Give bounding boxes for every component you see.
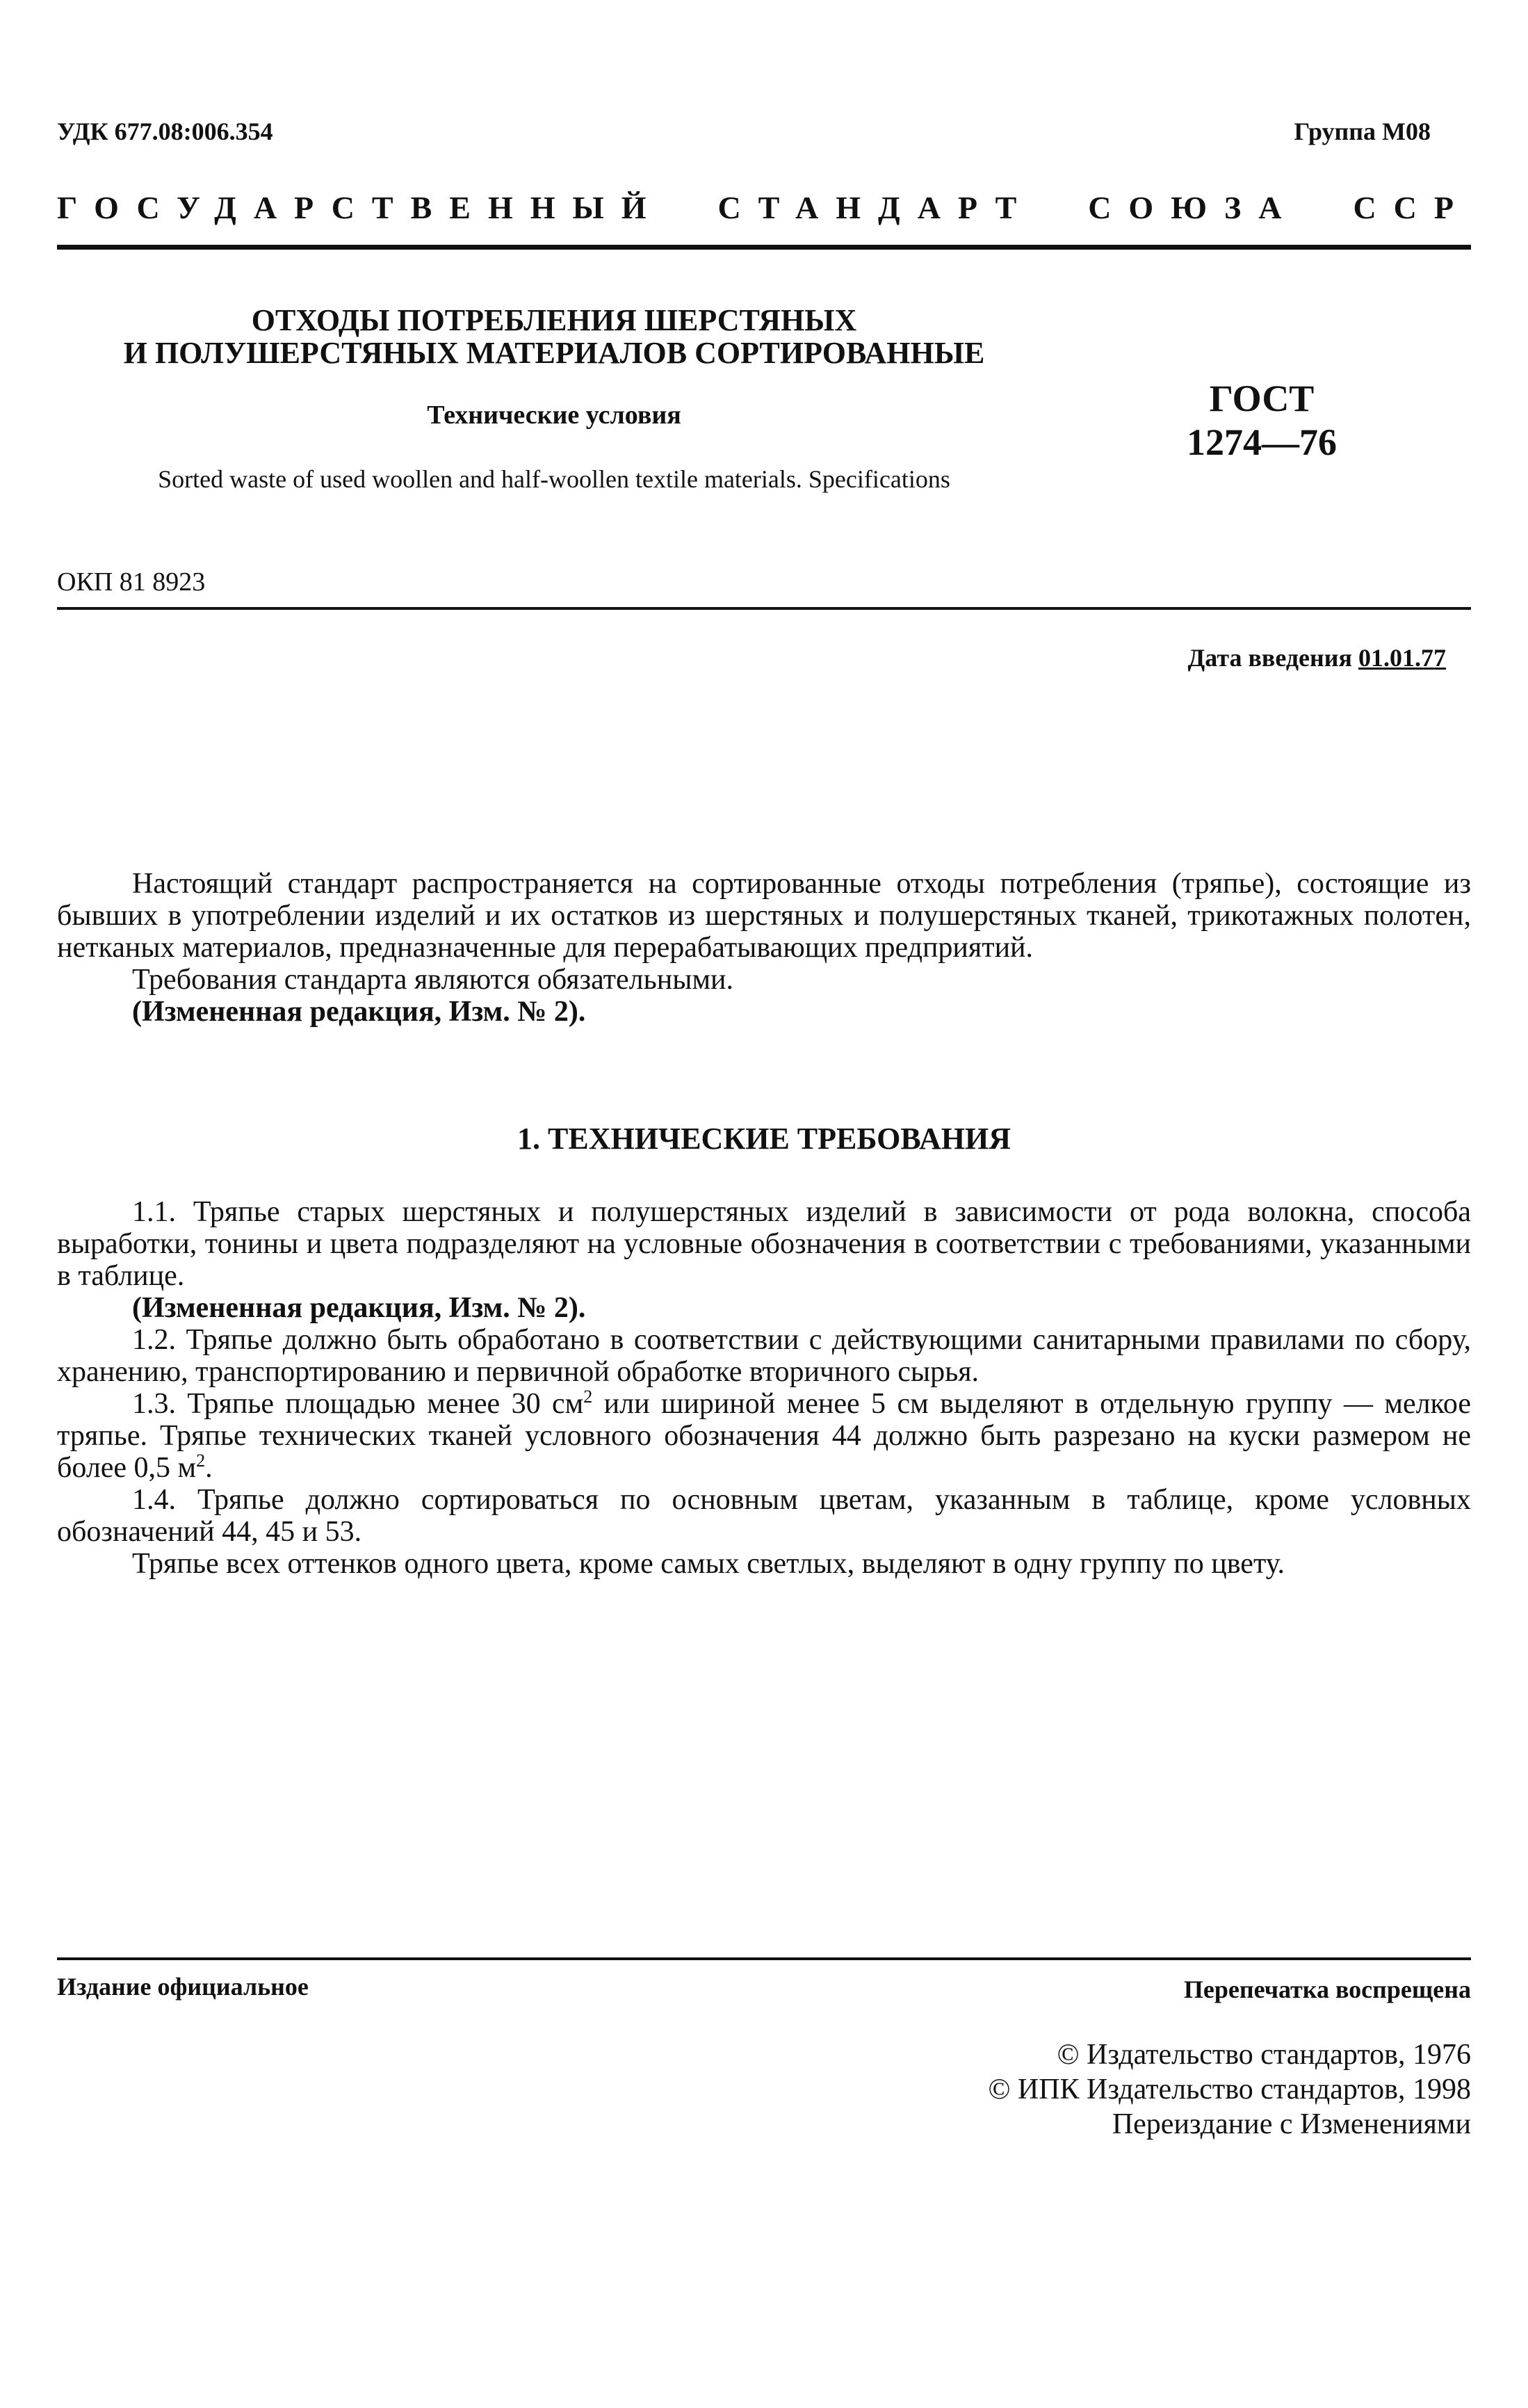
udk-code: УДК 677.08:006.354 bbox=[57, 118, 273, 145]
superscript: 2 bbox=[583, 1387, 593, 1407]
section-heading: 1. ТЕХНИЧЕСКИЕ ТРЕБОВАНИЯ bbox=[517, 1122, 1011, 1156]
clause-1-3-text: или шириной менее 5 см выделяют в отдельную группу — мелкое тряпье. Тряпье технических тканей условного обозначения 44 должно быть разрезано на куски размером не более 0,5 м bbox=[57, 1388, 1471, 1484]
introduction-date bbox=[1188, 643, 1447, 672]
section-body bbox=[57, 1196, 1471, 1580]
intro-paragraph: Настоящий стандарт распространяется на сортированные отходы потребления (тряпье), состоящие из бывших в употреблении изделий и их остатков из шерстяных и полушерстяных тканей, трикотажных полотен, нетканых материалов, предназначенные для перерабатывающих предприятий. bbox=[57, 868, 1471, 964]
clause-1-4-continued: Тряпье всех оттенков одного цвета, кроме самых светлых, выделяют в одну группу по цвету. bbox=[132, 1548, 1285, 1580]
group-code: Группа М08 bbox=[1294, 118, 1431, 145]
copyright-block bbox=[988, 2037, 1471, 2142]
amendment-note: (Измененная редакция, Изм. № 2). bbox=[132, 1292, 586, 1324]
introduction-date-value: 01.01.77 bbox=[1358, 644, 1446, 672]
title-line-2: И ПОЛУШЕРСТЯНЫХ МАТЕРИАЛОВ СОРТИРОВАННЫЕ bbox=[123, 336, 985, 370]
copyright-line: © Издательство стандартов, 1976 bbox=[1057, 2039, 1471, 2071]
banner-rule bbox=[57, 245, 1471, 250]
okp-code: ОКП 81 8923 bbox=[57, 567, 206, 597]
introduction-date-label: Дата введения bbox=[1187, 644, 1352, 672]
clause-1-3-text: 1.3. Тряпье площадью менее 30 см bbox=[132, 1388, 584, 1420]
okp-rule bbox=[57, 607, 1471, 610]
state-standard-banner bbox=[57, 189, 1471, 226]
banner-word: СТАНДАРТ bbox=[717, 190, 1034, 225]
gost-label: ГОСТ bbox=[1209, 378, 1315, 419]
banner-word: СОЮЗА bbox=[1088, 190, 1299, 225]
reissue-note: Переиздание с Изменениями bbox=[1112, 2108, 1471, 2140]
clause-1-1: 1.1. Тряпье старых шерстяных и полушерстяных изделий в зависимости от рода волокна, способа выработки, тонины и цвета подразделяют на условные обозначения в соответствии с требованиями, указанными в таблице. bbox=[57, 1196, 1471, 1292]
subtitle: Технические условия bbox=[427, 401, 681, 430]
footer-rule bbox=[57, 1957, 1471, 1960]
clause-1-2: 1.2. Тряпье должно быть обработано в соответствии с действующими санитарными правилами по сбору, хранению, транспортированию и первичной обработке вторичного сырья. bbox=[57, 1324, 1471, 1388]
copyright-line: © ИПК Издательство стандартов, 1998 bbox=[988, 2074, 1471, 2106]
amendment-note: (Измененная редакция, Изм. № 2). bbox=[132, 996, 586, 1028]
official-edition: Издание официальное bbox=[57, 1973, 309, 2001]
clause-1-4: 1.4. Тряпье должно сортироваться по основным цветам, указанным в таблице, кроме условных обозначений 44, 45 и 53. bbox=[57, 1484, 1471, 1548]
gost-number: 1274—76 bbox=[1187, 421, 1337, 463]
reprint-prohibited: Перепечатка воспрещена bbox=[1183, 1975, 1471, 2003]
intro-paragraph: Требования стандарта являются обязательными. bbox=[132, 964, 734, 996]
banner-word: ГОСУДАРСТВЕННЫЙ bbox=[57, 190, 664, 225]
title-line-1: ОТХОДЫ ПОТРЕБЛЕНИЯ ШЕРСТЯНЫХ bbox=[251, 303, 857, 337]
english-title: Sorted waste of used woollen and half-woollen textile materials. Specifications bbox=[158, 465, 950, 493]
banner-word: ССР bbox=[1353, 190, 1471, 225]
clause-1-3 bbox=[57, 1388, 1471, 1484]
clause-1-3-text: . bbox=[205, 1452, 213, 1484]
intro-text bbox=[57, 868, 1471, 1028]
superscript: 2 bbox=[196, 1451, 206, 1471]
